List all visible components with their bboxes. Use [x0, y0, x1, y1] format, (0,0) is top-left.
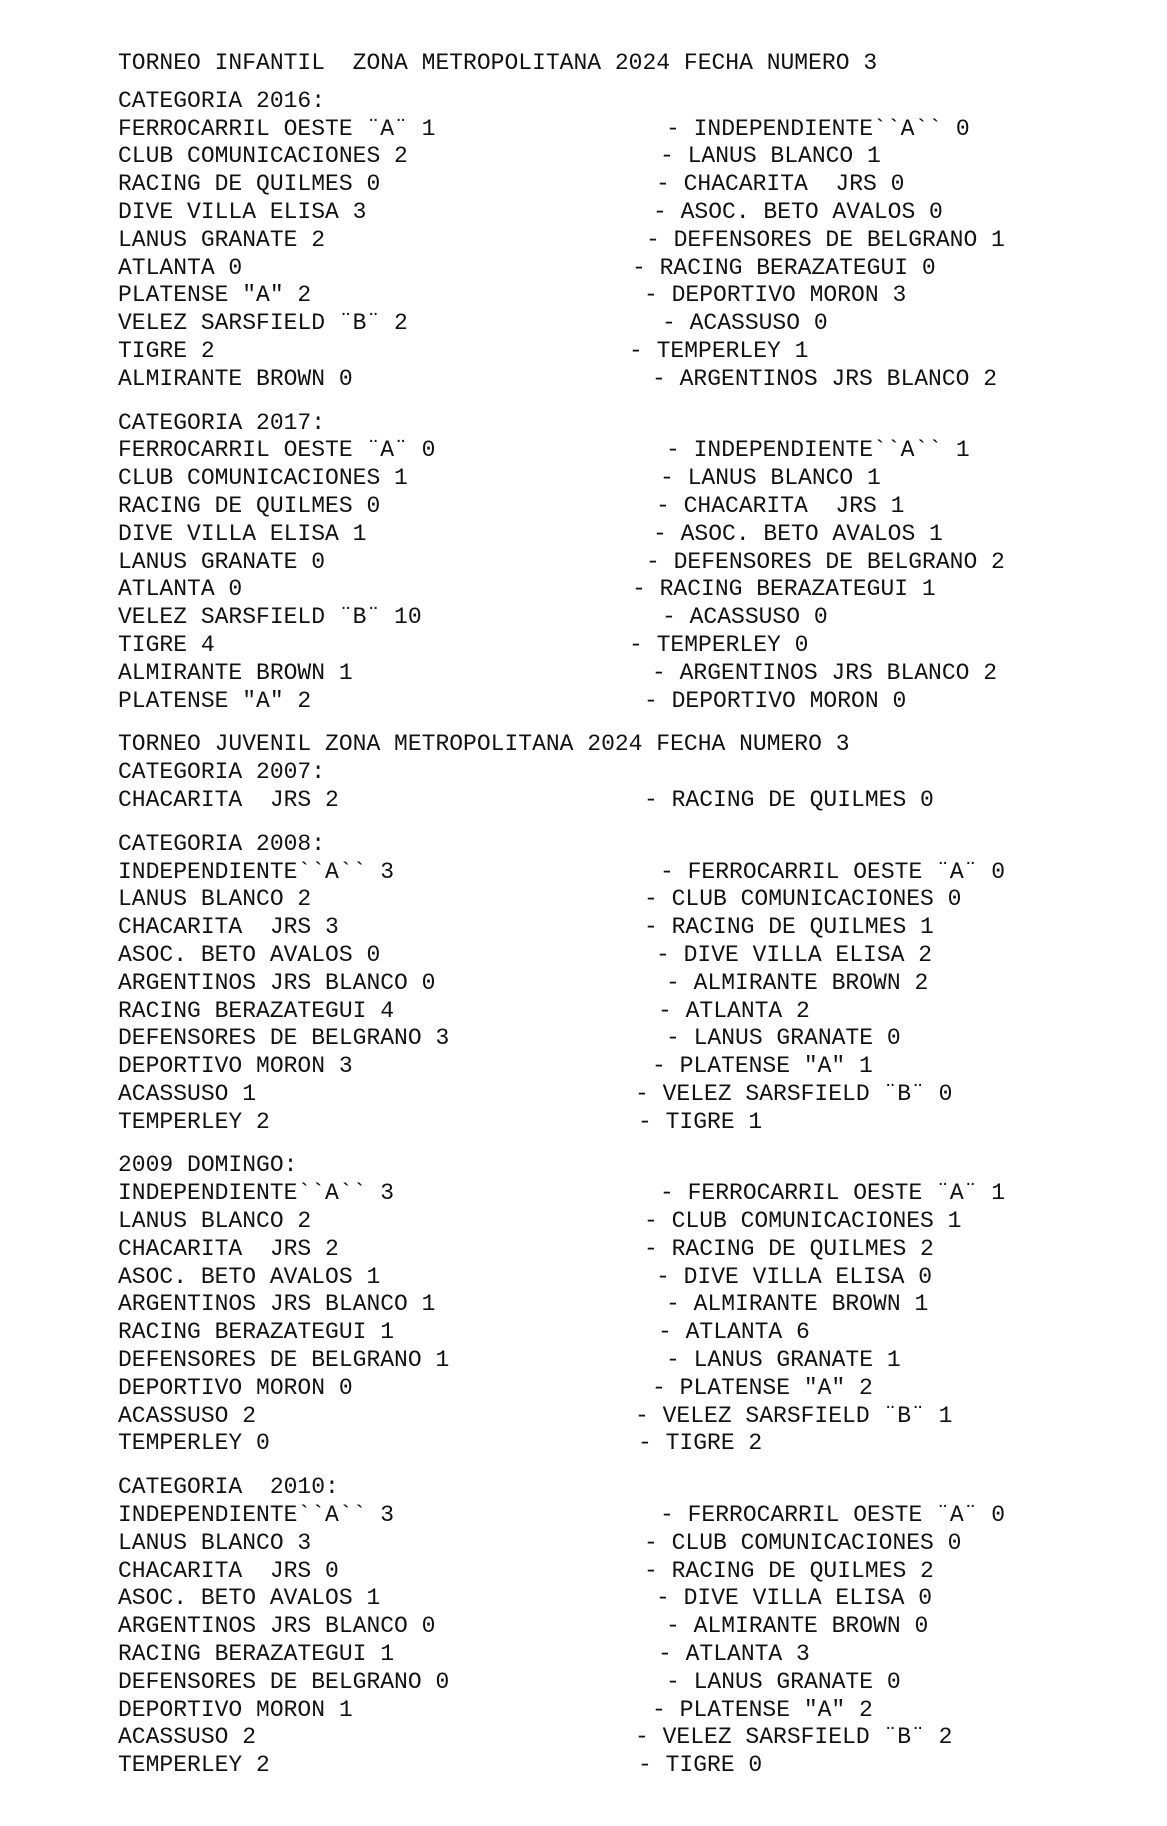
- home-team-score: ALMIRANTE BROWN 0: [118, 365, 353, 392]
- match-row: [118, 1109, 1118, 1137]
- away-team-score: - VELEZ SARSFIELD ¨B¨ 2: [635, 1724, 953, 1751]
- tournament-title: TORNEO JUVENIL ZONA METROPOLITANA 2024 FECHA NUMERO 3: [118, 731, 850, 758]
- home-team-score: LANUS BLANCO 3: [118, 1529, 312, 1556]
- home-team-score: ALMIRANTE BROWN 1: [118, 659, 353, 686]
- match-row: [118, 1264, 1118, 1292]
- home-team-score: TEMPERLEY 2: [118, 1752, 270, 1779]
- home-team-score: LANUS BLANCO 2: [118, 886, 312, 913]
- away-team-score: - VELEZ SARSFIELD ¨B¨ 1: [635, 1402, 953, 1429]
- match-row: [118, 787, 1118, 815]
- match-row: [118, 886, 1118, 914]
- away-team-score: - ALMIRANTE BROWN 0: [666, 1613, 929, 1640]
- section-block: [118, 831, 1118, 1137]
- match-row: [118, 465, 1118, 493]
- away-team-score: - ACASSUSO 0: [662, 310, 828, 337]
- match-row: [118, 688, 1118, 716]
- home-team-score: ATLANTA 0: [118, 576, 243, 603]
- away-team-score: - RACING BERAZATEGUI 1: [632, 576, 936, 603]
- away-team-score: - ACASSUSO 0: [662, 604, 828, 631]
- category-heading: 2009 DOMINGO:: [118, 1152, 298, 1179]
- home-team-score: CHACARITA JRS 2: [118, 786, 339, 813]
- match-row: [118, 660, 1118, 688]
- away-team-score: - DEFENSORES DE BELGRANO 1: [646, 226, 1005, 253]
- home-team-score: LANUS GRANATE 2: [118, 226, 326, 253]
- home-team-score: RACING DE QUILMES 0: [118, 492, 381, 519]
- match-row: [118, 1291, 1118, 1319]
- away-team-score: - RACING DE QUILMES 1: [644, 914, 934, 941]
- away-team-score: - CHACARITA JRS 0: [656, 171, 905, 198]
- match-row: [118, 632, 1118, 660]
- match-row: [118, 1724, 1118, 1752]
- home-team-score: DIVE VILLA ELISA 1: [118, 520, 367, 547]
- home-team-score: DEFENSORES DE BELGRANO 0: [118, 1668, 450, 1695]
- match-row: [118, 1641, 1118, 1669]
- home-team-score: RACING DE QUILMES 0: [118, 171, 381, 198]
- match-row: [118, 437, 1118, 465]
- match-row: [118, 1347, 1118, 1375]
- home-team-score: PLATENSE "A" 2: [118, 282, 312, 309]
- match-row: [118, 1236, 1118, 1264]
- match-row: [118, 171, 1118, 199]
- away-team-score: - DEPORTIVO MORON 3: [644, 282, 907, 309]
- away-team-score: - ASOC. BETO AVALOS 1: [653, 520, 943, 547]
- match-row: [118, 493, 1118, 521]
- match-row: [118, 1403, 1118, 1431]
- home-team-score: DEPORTIVO MORON 1: [118, 1696, 353, 1723]
- away-team-score: - TEMPERLEY 0: [629, 631, 809, 658]
- away-team-score: - TIGRE 2: [638, 1430, 763, 1457]
- away-team-score: - TIGRE 0: [638, 1752, 763, 1779]
- home-team-score: ASOC. BETO AVALOS 1: [118, 1263, 381, 1290]
- home-team-score: CHACARITA JRS 0: [118, 1557, 339, 1584]
- home-team-score: DEPORTIVO MORON 0: [118, 1374, 353, 1401]
- match-row: [118, 1319, 1118, 1347]
- away-team-score: - FERROCARRIL OESTE ¨A¨ 1: [660, 1180, 1006, 1207]
- home-team-score: INDEPENDIENTE``A`` 3: [118, 858, 395, 885]
- match-row: [118, 942, 1118, 970]
- home-team-score: ACASSUSO 2: [118, 1724, 257, 1751]
- match-row: [118, 143, 1118, 171]
- match-row: [118, 366, 1118, 394]
- away-team-score: - RACING BERAZATEGUI 0: [632, 254, 936, 281]
- match-row: [118, 998, 1118, 1026]
- away-team-score: - PLATENSE "A" 1: [652, 1053, 873, 1080]
- away-team-score: - VELEZ SARSFIELD ¨B¨ 0: [635, 1080, 953, 1107]
- home-team-score: CLUB COMUNICACIONES 1: [118, 465, 408, 492]
- category-heading: CATEGORIA 2010:: [118, 1474, 339, 1501]
- category-heading: CATEGORIA 2017:: [118, 409, 326, 436]
- match-row: [118, 1430, 1118, 1458]
- home-team-score: RACING BERAZATEGUI 1: [118, 1319, 395, 1346]
- match-row: [118, 338, 1118, 366]
- away-team-score: - DIVE VILLA ELISA 0: [656, 1263, 933, 1290]
- section-block: [118, 50, 1118, 78]
- home-team-score: VELEZ SARSFIELD ¨B¨ 2: [118, 310, 408, 337]
- away-team-score: - RACING DE QUILMES 0: [644, 786, 934, 813]
- match-row: [118, 1530, 1118, 1558]
- home-team-score: FERROCARRIL OESTE ¨A¨ 0: [118, 437, 436, 464]
- match-row: [118, 1502, 1118, 1530]
- match-row: [118, 1697, 1118, 1725]
- away-team-score: - LANUS GRANATE 1: [666, 1347, 901, 1374]
- away-team-score: - FERROCARRIL OESTE ¨A¨ 0: [660, 1502, 1006, 1529]
- away-team-score: - DEFENSORES DE BELGRANO 2: [646, 548, 1005, 575]
- home-team-score: INDEPENDIENTE``A`` 3: [118, 1180, 395, 1207]
- home-team-score: ASOC. BETO AVALOS 0: [118, 941, 381, 968]
- home-team-score: VELEZ SARSFIELD ¨B¨ 10: [118, 604, 422, 631]
- category-heading: CATEGORIA 2016:: [118, 87, 326, 114]
- section-block: [118, 1152, 1118, 1458]
- home-team-score: RACING BERAZATEGUI 4: [118, 997, 395, 1024]
- away-team-score: - LANUS BLANCO 1: [660, 143, 881, 170]
- match-row: [118, 1585, 1118, 1613]
- section-block: [118, 88, 1118, 394]
- section-block: [118, 1474, 1118, 1780]
- away-team-score: - PLATENSE "A" 2: [652, 1374, 873, 1401]
- match-row: [118, 859, 1118, 887]
- match-row: [118, 1558, 1118, 1586]
- away-team-score: - DEPORTIVO MORON 0: [644, 687, 907, 714]
- away-team-score: - DIVE VILLA ELISA 0: [656, 1585, 933, 1612]
- match-row: [118, 1180, 1118, 1208]
- home-team-score: DEPORTIVO MORON 3: [118, 1053, 353, 1080]
- away-team-score: - CLUB COMUNICACIONES 1: [644, 1208, 962, 1235]
- match-row: [118, 1613, 1118, 1641]
- home-team-score: LANUS BLANCO 2: [118, 1208, 312, 1235]
- results-document: [118, 50, 1118, 1796]
- match-row: [118, 310, 1118, 338]
- match-row: [118, 521, 1118, 549]
- match-row: [118, 255, 1118, 283]
- match-row: [118, 1669, 1118, 1697]
- home-team-score: DIVE VILLA ELISA 3: [118, 198, 367, 225]
- match-row: [118, 1053, 1118, 1081]
- home-team-score: CHACARITA JRS 3: [118, 914, 339, 941]
- match-row: [118, 576, 1118, 604]
- category-heading: CATEGORIA 2007:: [118, 759, 326, 786]
- away-team-score: - TIGRE 1: [638, 1108, 763, 1135]
- section-block: [118, 731, 1118, 814]
- match-row: [118, 1752, 1118, 1780]
- tournament-title: TORNEO INFANTIL ZONA METROPOLITANA 2024 FECHA NUMERO 3: [118, 50, 878, 76]
- home-team-score: CHACARITA JRS 2: [118, 1235, 339, 1262]
- home-team-score: TIGRE 4: [118, 631, 215, 658]
- home-team-score: DEFENSORES DE BELGRANO 3: [118, 1025, 450, 1052]
- away-team-score: - ATLANTA 2: [658, 997, 810, 1024]
- home-team-score: RACING BERAZATEGUI 1: [118, 1641, 395, 1668]
- home-team-score: CLUB COMUNICACIONES 2: [118, 143, 408, 170]
- home-team-score: ACASSUSO 2: [118, 1402, 257, 1429]
- away-team-score: - RACING DE QUILMES 2: [644, 1235, 934, 1262]
- match-row: [118, 227, 1118, 255]
- away-team-score: - ATLANTA 6: [658, 1319, 810, 1346]
- match-row: [118, 1025, 1118, 1053]
- home-team-score: TIGRE 2: [118, 337, 215, 364]
- home-team-score: ARGENTINOS JRS BLANCO 1: [118, 1291, 436, 1318]
- match-row: [118, 1081, 1118, 1109]
- home-team-score: ASOC. BETO AVALOS 1: [118, 1585, 381, 1612]
- match-row: [118, 116, 1118, 144]
- away-team-score: - ALMIRANTE BROWN 1: [666, 1291, 929, 1318]
- section-block: [118, 410, 1118, 716]
- away-team-score: - RACING DE QUILMES 2: [644, 1557, 934, 1584]
- category-heading: CATEGORIA 2008:: [118, 830, 326, 857]
- away-team-score: - INDEPENDIENTE``A`` 0: [666, 115, 970, 142]
- home-team-score: ATLANTA 0: [118, 254, 243, 281]
- away-team-score: - LANUS BLANCO 1: [660, 465, 881, 492]
- away-team-score: - CLUB COMUNICACIONES 0: [644, 886, 962, 913]
- home-team-score: ARGENTINOS JRS BLANCO 0: [118, 969, 436, 996]
- match-row: [118, 914, 1118, 942]
- away-team-score: - ALMIRANTE BROWN 2: [666, 969, 929, 996]
- home-team-score: ACASSUSO 1: [118, 1080, 257, 1107]
- match-row: [118, 1208, 1118, 1236]
- away-team-score: - FERROCARRIL OESTE ¨A¨ 0: [660, 858, 1006, 885]
- away-team-score: - ASOC. BETO AVALOS 0: [653, 198, 943, 225]
- home-team-score: LANUS GRANATE 0: [118, 548, 326, 575]
- away-team-score: - LANUS GRANATE 0: [666, 1025, 901, 1052]
- home-team-score: DEFENSORES DE BELGRANO 1: [118, 1347, 450, 1374]
- home-team-score: INDEPENDIENTE``A`` 3: [118, 1502, 395, 1529]
- match-row: [118, 970, 1118, 998]
- away-team-score: - INDEPENDIENTE``A`` 1: [666, 437, 970, 464]
- match-row: [118, 282, 1118, 310]
- home-team-score: ARGENTINOS JRS BLANCO 0: [118, 1613, 436, 1640]
- away-team-score: - ARGENTINOS JRS BLANCO 2: [652, 365, 998, 392]
- match-row: [118, 199, 1118, 227]
- home-team-score: TEMPERLEY 0: [118, 1430, 270, 1457]
- away-team-score: - ATLANTA 3: [658, 1641, 810, 1668]
- away-team-score: - CLUB COMUNICACIONES 0: [644, 1529, 962, 1556]
- match-row: [118, 604, 1118, 632]
- away-team-score: - TEMPERLEY 1: [629, 337, 809, 364]
- away-team-score: - PLATENSE "A" 2: [652, 1696, 873, 1723]
- away-team-score: - ARGENTINOS JRS BLANCO 2: [652, 659, 998, 686]
- match-row: [118, 549, 1118, 577]
- away-team-score: - CHACARITA JRS 1: [656, 492, 905, 519]
- match-row: [118, 1375, 1118, 1403]
- away-team-score: - LANUS GRANATE 0: [666, 1668, 901, 1695]
- home-team-score: PLATENSE "A" 2: [118, 687, 312, 714]
- home-team-score: FERROCARRIL OESTE ¨A¨ 1: [118, 115, 436, 142]
- away-team-score: - DIVE VILLA ELISA 2: [656, 941, 933, 968]
- home-team-score: TEMPERLEY 2: [118, 1108, 270, 1135]
